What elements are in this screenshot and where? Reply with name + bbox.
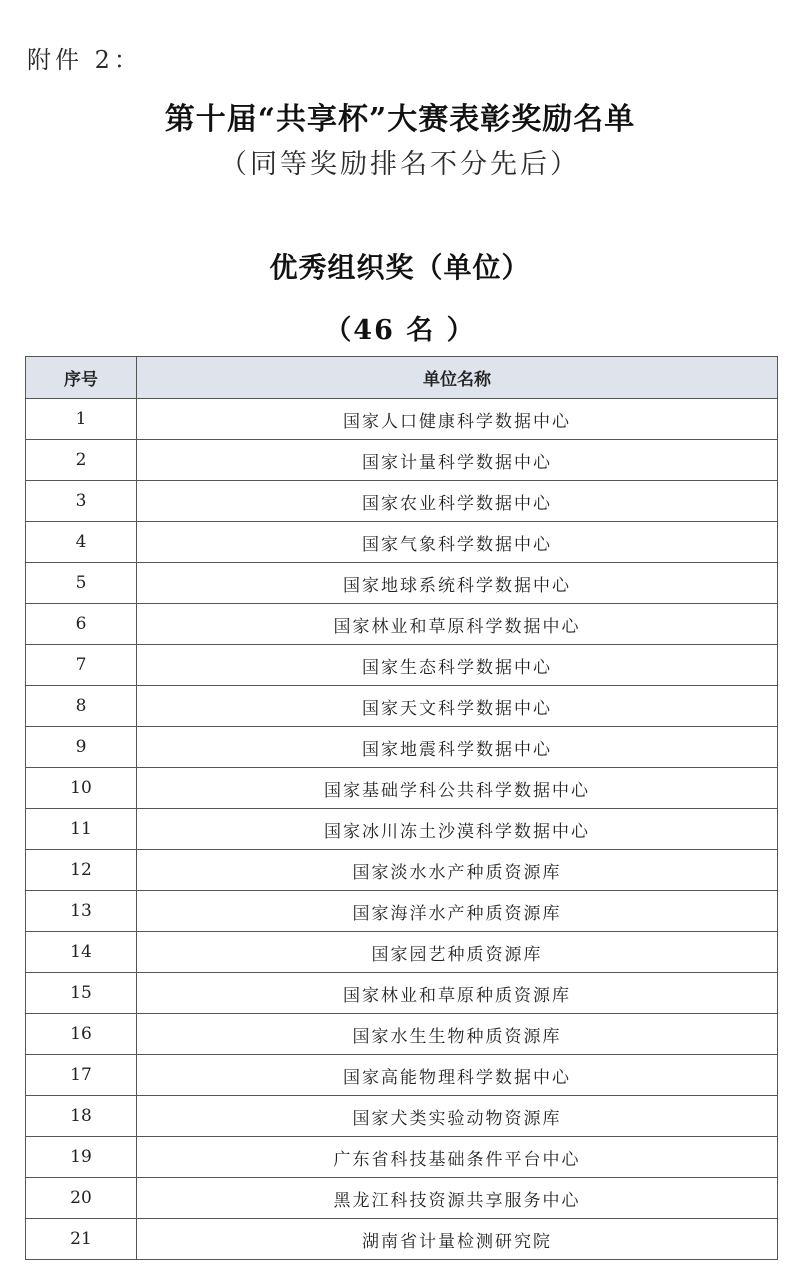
row-organization-name: 国家海洋水产种质资源库 [137,891,778,932]
award-table [25,356,778,1260]
row-organization-name: 国家基础学科公共科学数据中心 [137,768,778,809]
table-row [26,1096,778,1137]
row-organization-name: 国家林业和草原种质资源库 [137,973,778,1014]
column-header-name: 单位名称 [137,357,778,399]
row-organization-name: 国家生态科学数据中心 [137,645,778,686]
row-organization-name: 国家天文科学数据中心 [137,686,778,727]
table-row [26,481,778,522]
row-organization-name: 国家犬类实验动物资源库 [137,1096,778,1137]
row-organization-name: 国家水生生物种质资源库 [137,1014,778,1055]
row-organization-name: 国家淡水水产种质资源库 [137,850,778,891]
table-row [26,563,778,604]
attachment-label: 附件 2： [27,46,142,74]
column-header-index: 序号 [26,357,137,399]
table-row [26,1137,778,1178]
row-index: 20 [26,1178,137,1219]
row-index: 19 [26,1137,137,1178]
row-organization-name: 国家地震科学数据中心 [137,727,778,768]
row-index: 16 [26,1014,137,1055]
row-index: 4 [26,522,137,563]
row-organization-name: 国家高能物理科学数据中心 [137,1055,778,1096]
table-row [26,1178,778,1219]
section-title: 优秀组织奖（单位） [269,251,531,284]
row-organization-name: 湖南省计量检测研究院 [137,1219,778,1260]
row-index: 2 [26,440,137,481]
row-organization-name: 国家气象科学数据中心 [137,522,778,563]
row-index: 14 [26,932,137,973]
table-row [26,891,778,932]
table-row [26,727,778,768]
row-index: 6 [26,604,137,645]
row-organization-name: 国家冰川冻土沙漠科学数据中心 [137,809,778,850]
row-index: 21 [26,1219,137,1260]
row-organization-name: 国家林业和草原科学数据中心 [137,604,778,645]
row-organization-name: 国家人口健康科学数据中心 [137,399,778,440]
row-organization-name: 国家农业科学数据中心 [137,481,778,522]
table-row [26,1219,778,1260]
table-row [26,399,778,440]
table-header-row [26,357,778,399]
table-row [26,522,778,563]
row-organization-name: 黑龙江科技资源共享服务中心 [137,1178,778,1219]
row-index: 8 [26,686,137,727]
table-row [26,1014,778,1055]
award-count: （46 名 ） [324,315,476,346]
row-index: 17 [26,1055,137,1096]
row-index: 18 [26,1096,137,1137]
document-subtitle: （同等奖励排名不分先后） [220,149,580,180]
row-index: 1 [26,399,137,440]
row-organization-name: 国家计量科学数据中心 [137,440,778,481]
table-row [26,686,778,727]
award-table-body [26,399,778,1260]
table-row [26,973,778,1014]
document-title: 第十届“共享杯”大赛表彰奖励名单 [164,102,636,137]
row-index: 12 [26,850,137,891]
row-index: 5 [26,563,137,604]
row-organization-name: 广东省科技基础条件平台中心 [137,1137,778,1178]
row-index: 11 [26,809,137,850]
row-index: 13 [26,891,137,932]
row-organization-name: 国家园艺种质资源库 [137,932,778,973]
row-organization-name: 国家地球系统科学数据中心 [137,563,778,604]
row-index: 3 [26,481,137,522]
row-index: 9 [26,727,137,768]
row-index: 15 [26,973,137,1014]
table-row [26,440,778,481]
table-row [26,768,778,809]
table-row [26,645,778,686]
table-row [26,809,778,850]
table-row [26,932,778,973]
row-index: 7 [26,645,137,686]
table-row [26,1055,778,1096]
table-row [26,604,778,645]
row-index: 10 [26,768,137,809]
table-row [26,850,778,891]
